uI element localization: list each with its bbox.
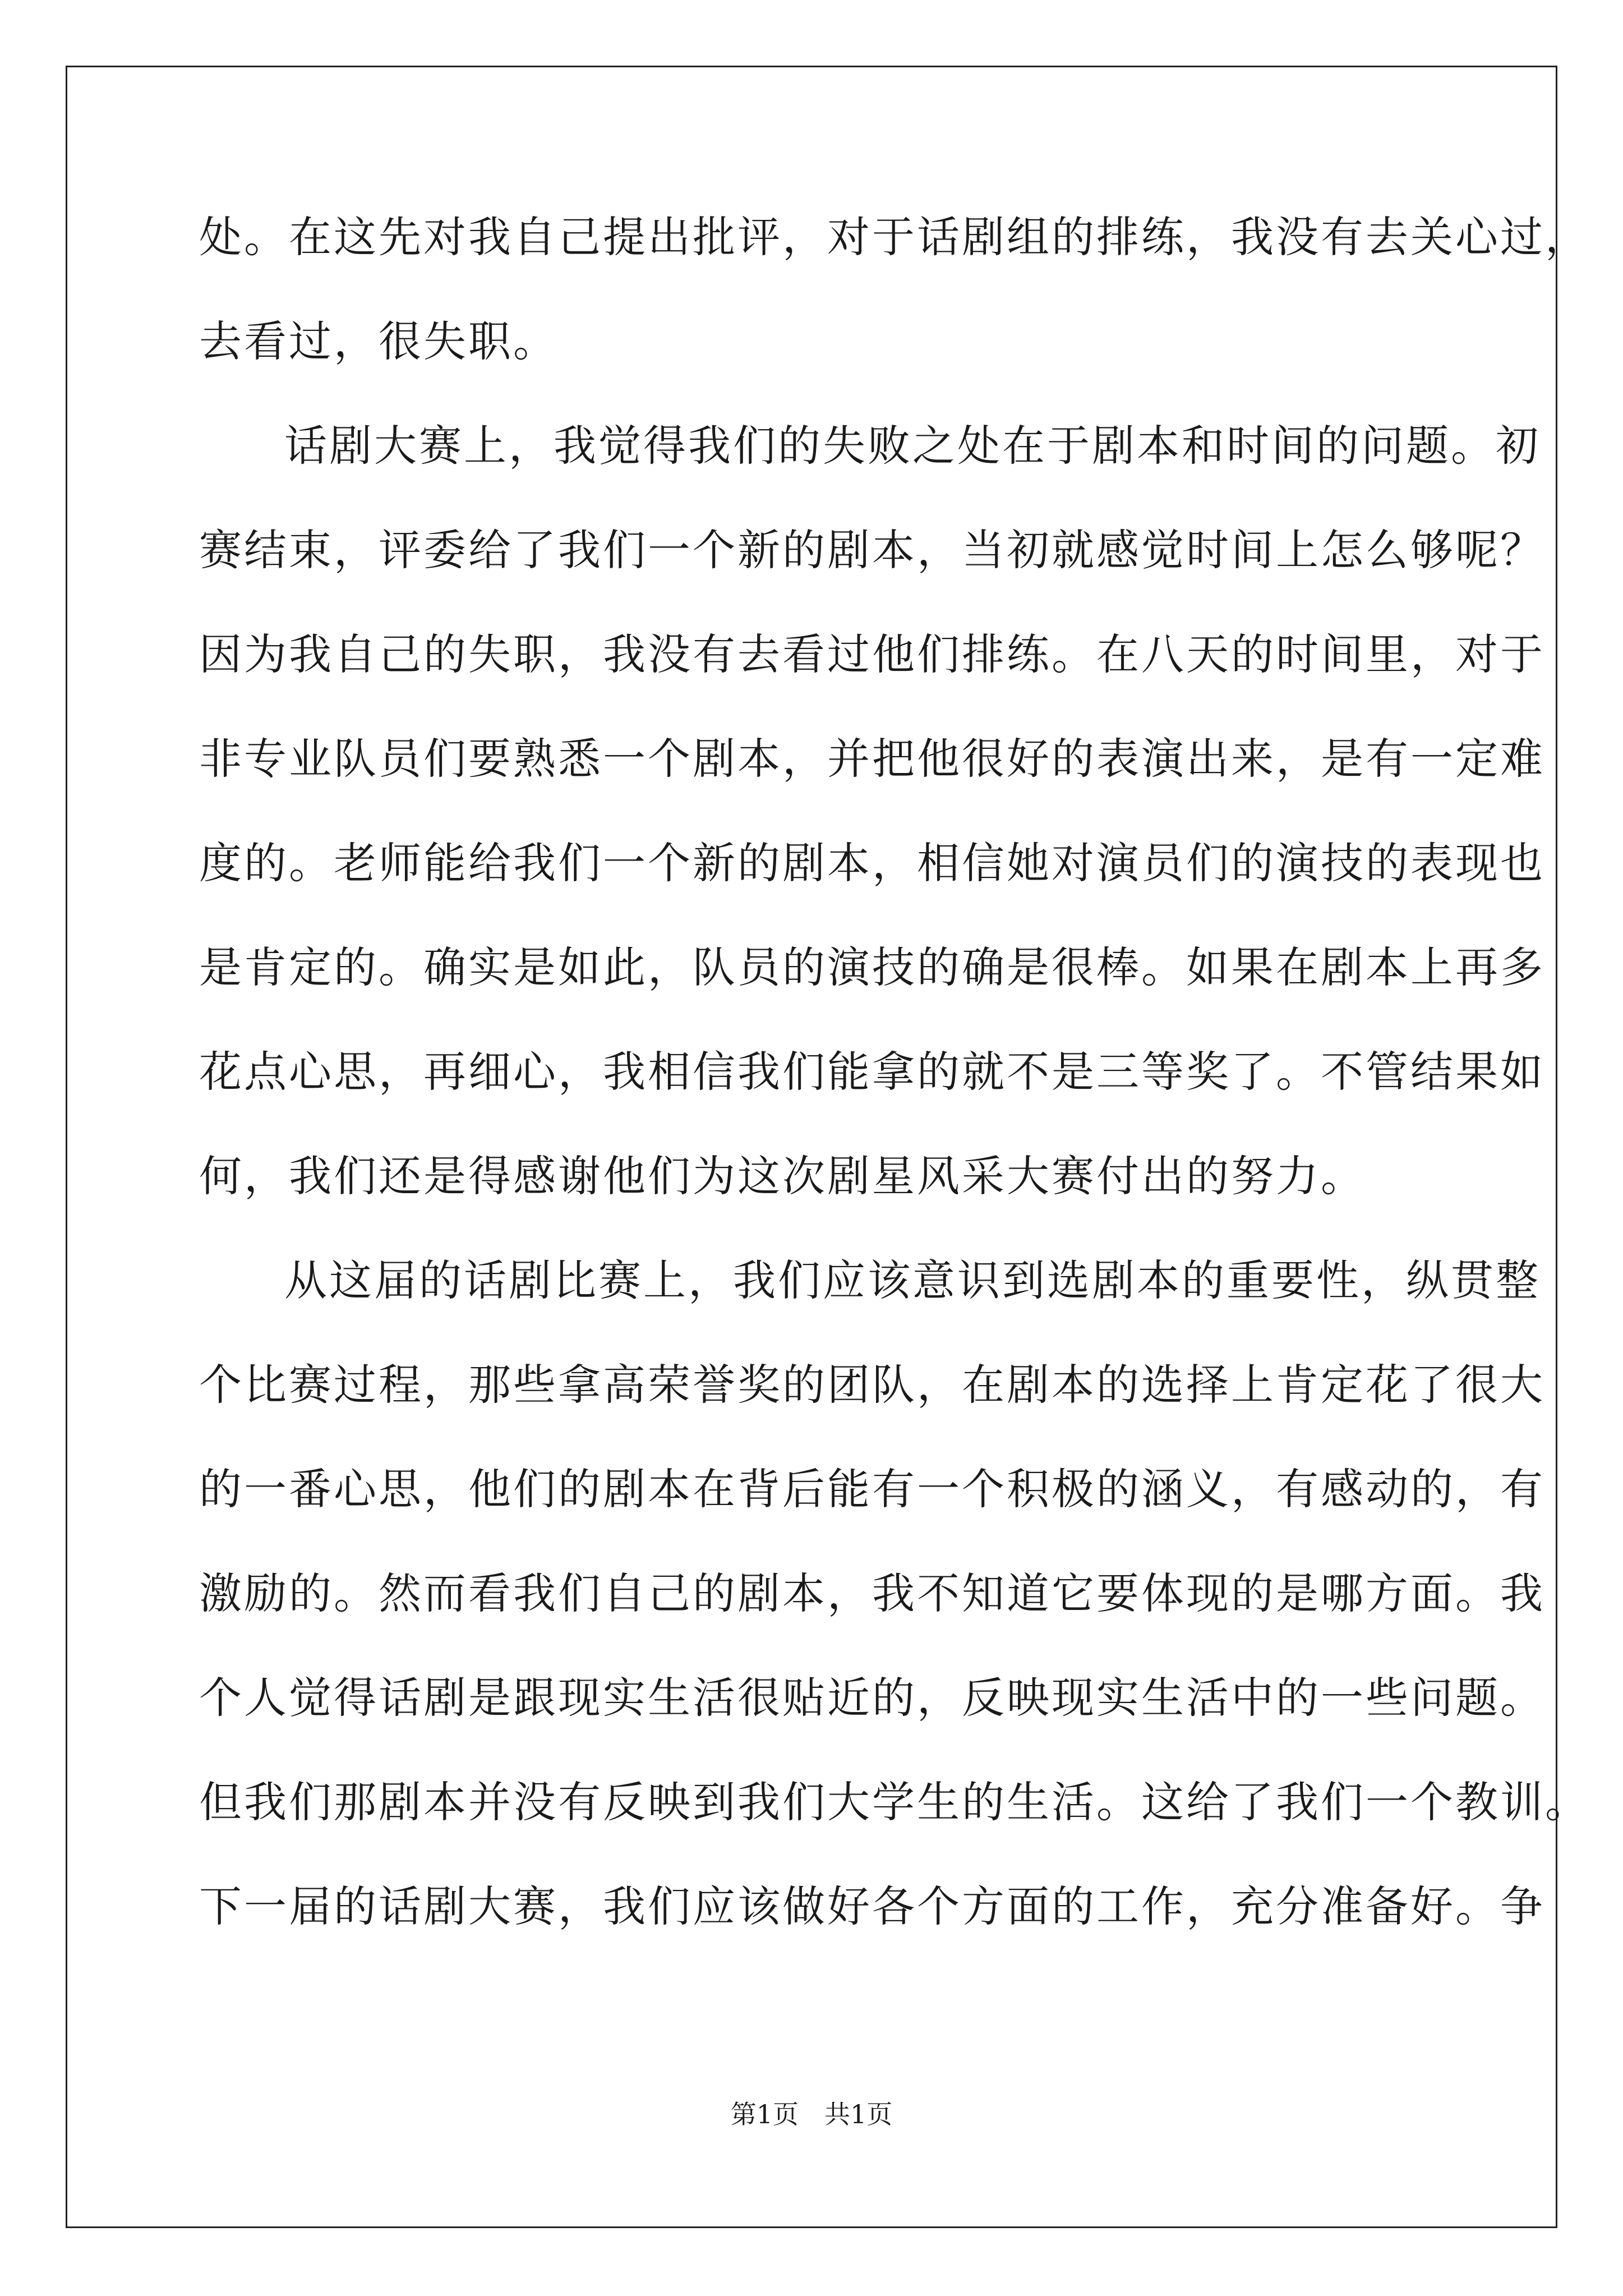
text-line: 激励的。然而看我们自己的剧本，我不知道它要体现的是哪方面。我 <box>199 1568 1545 1618</box>
text-line: 是肯定的。确实是如此，队员的演技的确是很棒。如果在剧本上再多 <box>199 942 1545 992</box>
text-line: 赛结束，评委给了我们一个新的剧本，当初就感觉时间上怎么够呢？ <box>199 525 1545 575</box>
text-line: 因为我自己的失职，我没有去看过他们排练。在八天的时间里，对于 <box>199 629 1545 679</box>
text-line: 个人觉得话剧是跟现实生活很贴近的，反映现实生活中的一些问题。 <box>199 1673 1545 1723</box>
paragraph-start-line: 话剧大赛上，我觉得我们的失败之处在于剧本和时间的问题。初 <box>284 421 1541 471</box>
text-line: 何，我们还是得感谢他们为这次剧星风采大赛付出的努力。 <box>199 1151 1366 1201</box>
text-line: 的一番心思，他们的剧本在背后能有一个积极的涵义，有感动的，有 <box>199 1464 1545 1514</box>
document-body <box>199 185 1590 1959</box>
page-footer: 第1页 共1页 <box>730 2099 893 2129</box>
text-line: 个比赛过程，那些拿高荣誉奖的团队，在剧本的选择上肯定花了很大 <box>199 1360 1545 1410</box>
text-line: 度的。老师能给我们一个新的剧本，相信她对演员们的演技的表现也 <box>199 838 1545 888</box>
text-line: 非专业队员们要熟悉一个剧本，并把他很好的表演出来，是有一定难 <box>199 734 1545 784</box>
text-line: 处。在这先对我自己提出批评，对于话剧组的排练，我没有去关心过， <box>199 212 1590 262</box>
text-line: 但我们那剧本并没有反映到我们大学生的生活。这给了我们一个教训。 <box>199 1777 1590 1827</box>
text-line: 花点心思，再细心，我相信我们能拿的就不是三等奖了。不管结果如 <box>199 1047 1545 1097</box>
text-line: 下一届的话剧大赛，我们应该做好各个方面的工作，充分准备好。争 <box>199 1881 1545 1931</box>
text-line: 去看过，很失职。 <box>199 316 558 366</box>
paragraph-start-line: 从这届的话剧比赛上，我们应该意识到选剧本的重要性，纵贯整 <box>284 1255 1541 1305</box>
